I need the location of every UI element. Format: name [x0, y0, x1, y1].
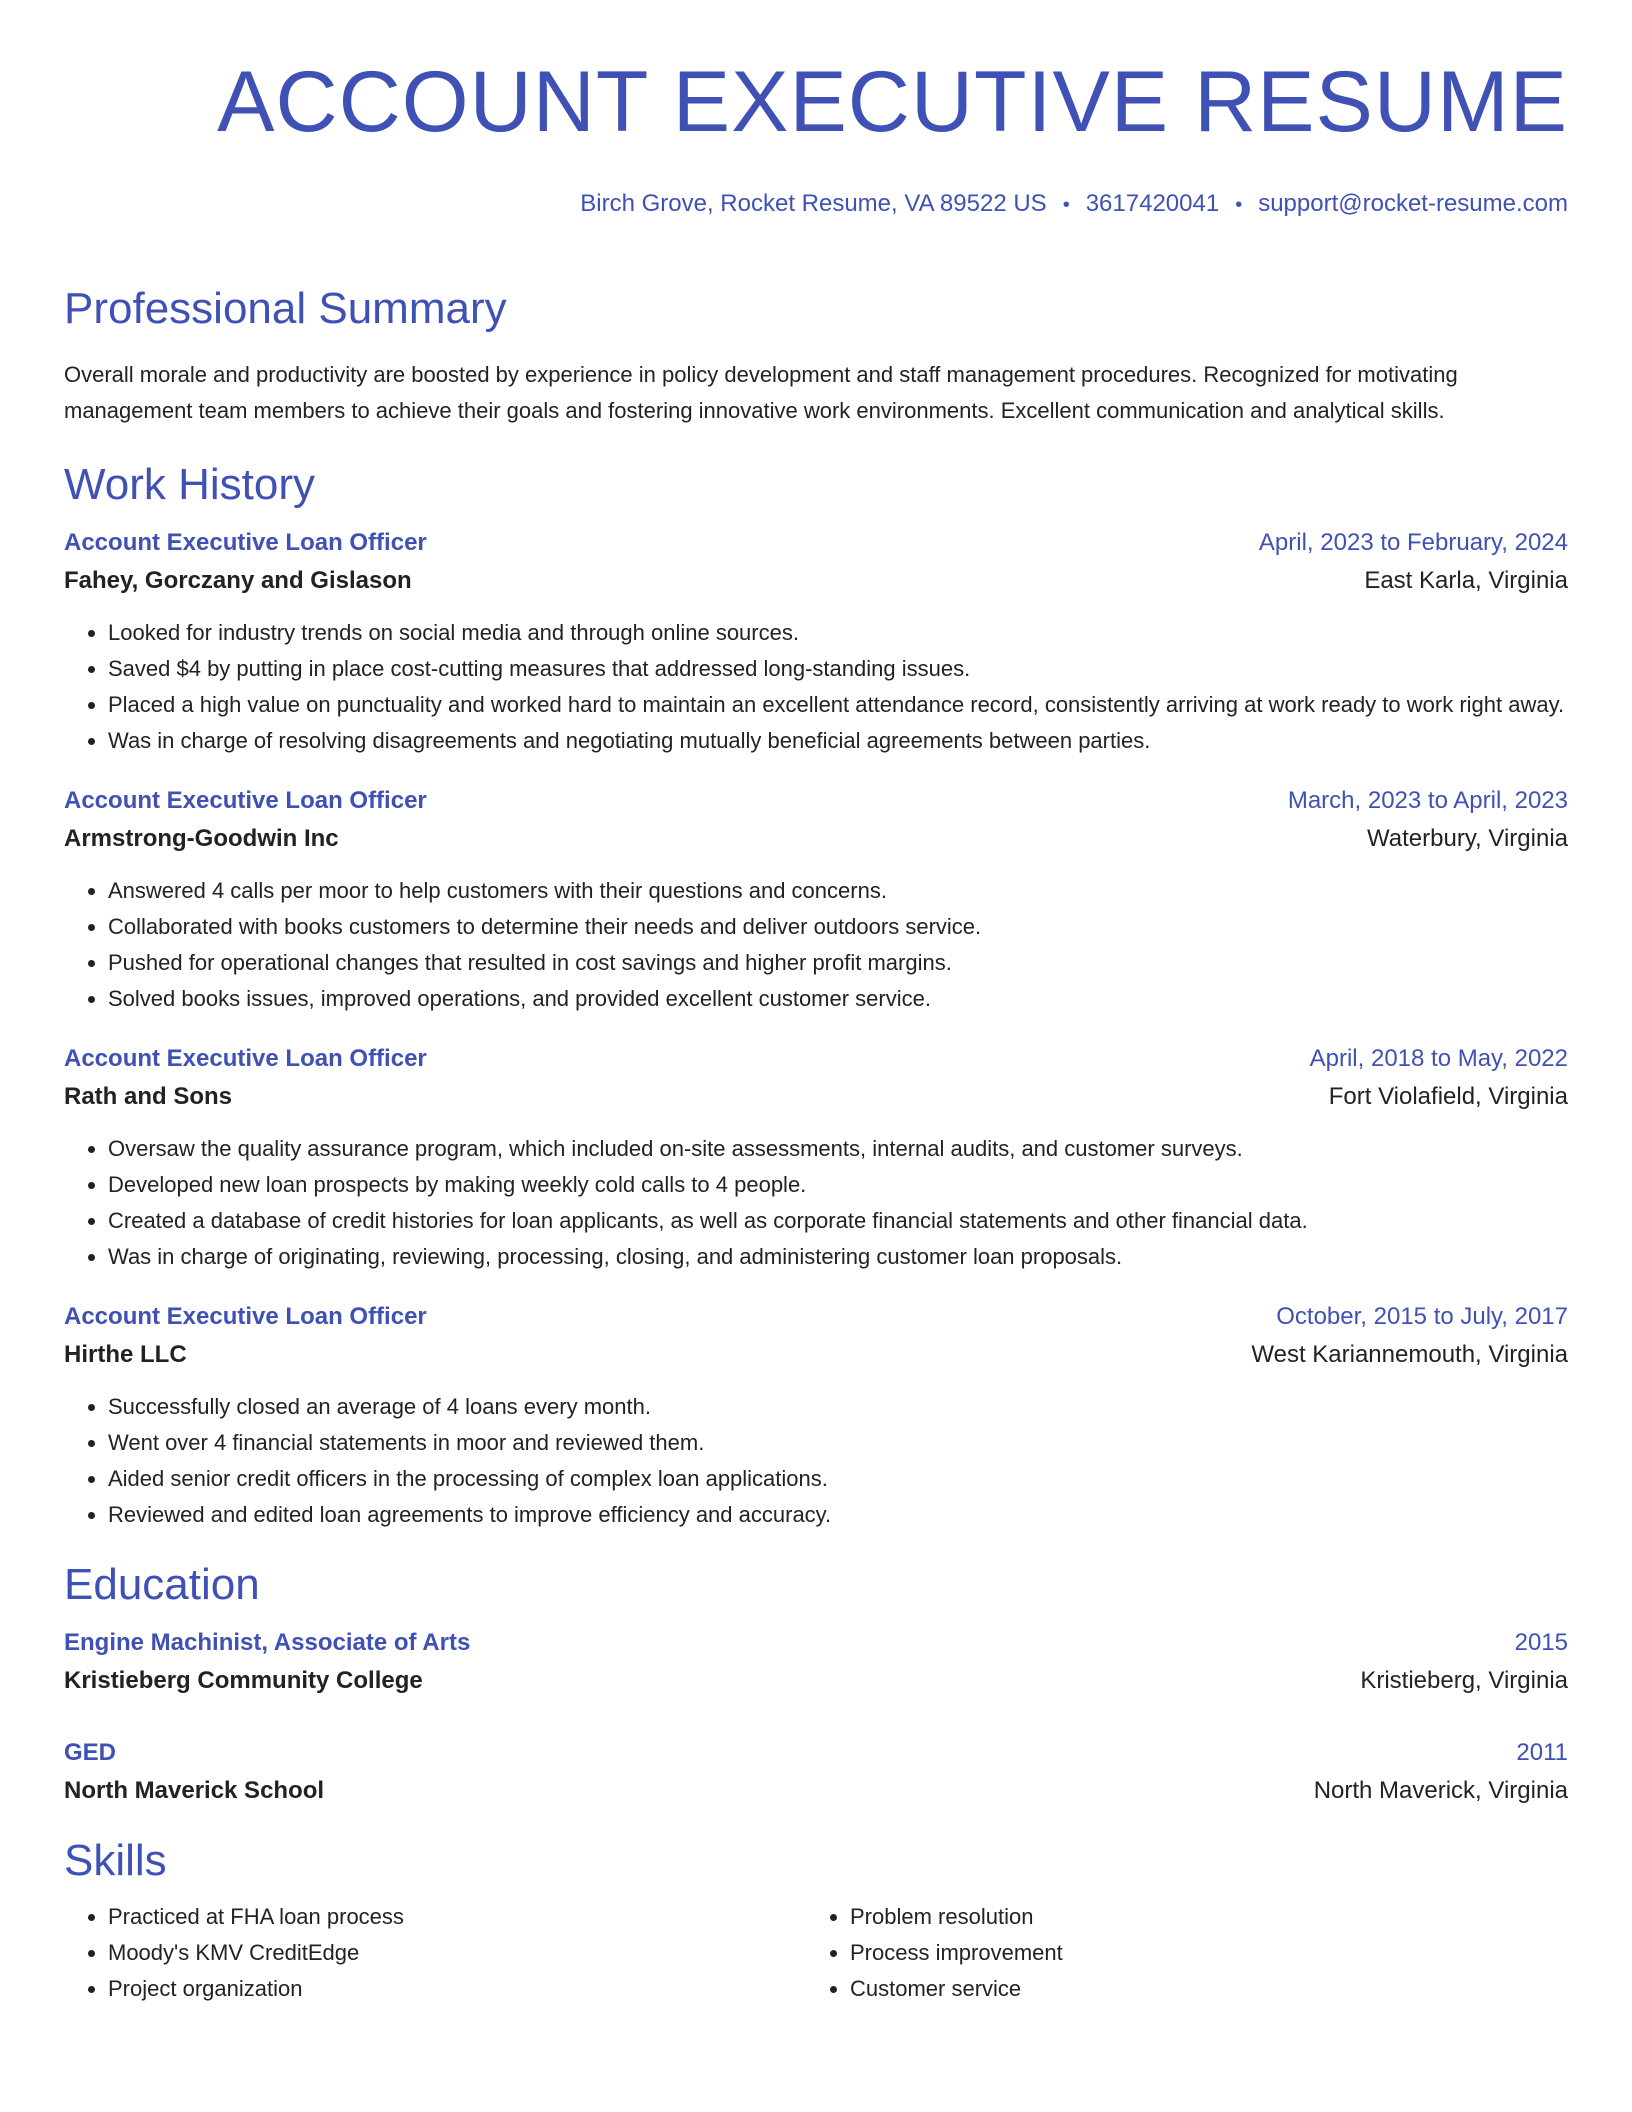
summary-text: Overall morale and productivity are boosted by experience in policy development and staff management procedures. Recognized for motivating management team members to achieve their goals and fostering innovative work environments. Excellent communication and analytical skills.	[64, 362, 1458, 423]
summary-heading: Professional Summary	[64, 284, 507, 333]
job-bullets	[64, 873, 1568, 1017]
contact-phone: 3617420041	[1085, 190, 1220, 217]
education-location: North Maverick, Virginia	[1313, 1777, 1568, 1804]
job-role: Account Executive Loan Officer	[64, 1045, 427, 1072]
skill-item: • Project organization	[108, 1971, 806, 2007]
job-company: Rath and Sons	[64, 1083, 233, 1110]
contact-email: support@rocket-resume.com	[1258, 190, 1568, 217]
skills-list	[64, 1899, 1568, 2007]
job-role: Account Executive Loan Officer	[64, 787, 427, 814]
job-company: Armstrong-Goodwin Inc	[64, 825, 339, 852]
skill-item: • Problem resolution	[850, 1899, 1548, 1935]
job-bullet: • Went over 4 financial statements in moor and reviewed them.	[108, 1425, 1568, 1461]
job-bullet: • Was in charge of resolving disagreements and negotiating mutually beneficial agreements between parties.	[108, 723, 1568, 759]
education-entry	[64, 1625, 1568, 1701]
job-role: Account Executive Loan Officer	[64, 1303, 427, 1330]
skill-item: • Moody's KMV CreditEdge	[108, 1935, 806, 1971]
job-location: East Karla, Virginia	[1364, 567, 1568, 594]
job-bullets	[64, 1131, 1568, 1275]
education-school: North Maverick School	[64, 1777, 325, 1804]
job-entry	[64, 1041, 1568, 1275]
contact-separator: •	[1235, 194, 1243, 216]
job-bullet: • Looked for industry trends on social media and through online sources.	[108, 615, 1568, 651]
resume-page	[64, 0, 1568, 2007]
job-entry	[64, 525, 1568, 759]
job-dates: April, 2018 to May, 2022	[1309, 1045, 1568, 1072]
education-degree: Engine Machinist, Associate of Arts	[64, 1629, 471, 1656]
job-bullets	[64, 615, 1568, 759]
job-bullet: • Oversaw the quality assurance program, which included on-site assessments, internal audits, and customer surveys.	[108, 1131, 1568, 1167]
education-location: Kristieberg, Virginia	[1360, 1667, 1568, 1694]
job-bullet: • Aided senior credit officers in the processing of complex loan applications.	[108, 1461, 1568, 1497]
skills-column-right	[806, 1899, 1548, 2007]
work-history-heading: Work History	[64, 460, 315, 509]
job-location: Fort Violafield, Virginia	[1328, 1083, 1568, 1110]
job-company: Hirthe LLC	[64, 1341, 187, 1368]
job-bullet: • Reviewed and edited loan agreements to improve efficiency and accuracy.	[108, 1497, 1568, 1533]
resume-title: ACCOUNT EXECUTIVE RESUME	[217, 54, 1568, 150]
job-bullet: • Developed new loan prospects by making weekly cold calls to 4 people.	[108, 1167, 1568, 1203]
job-bullet: • Placed a high value on punctuality and worked hard to maintain an excellent attendance record, consistently arriving at work ready to work right away.	[108, 687, 1568, 723]
job-entry	[64, 783, 1568, 1017]
skills-column-left	[64, 1899, 806, 2007]
job-location: Waterbury, Virginia	[1367, 825, 1568, 852]
job-entry	[64, 1299, 1568, 1533]
education-year: 2011	[1516, 1739, 1568, 1766]
resume-header	[64, 0, 1568, 221]
contact-address: Birch Grove, Rocket Resume, VA 89522 US	[580, 190, 1047, 217]
job-bullet: • Pushed for operational changes that resulted in cost savings and higher profit margins.	[108, 945, 1568, 981]
job-bullets	[64, 1389, 1568, 1533]
education-year: 2015	[1514, 1629, 1568, 1656]
skill-item: • Practiced at FHA loan process	[108, 1899, 806, 1935]
job-location: West Kariannemouth, Virginia	[1251, 1341, 1568, 1368]
education-heading: Education	[64, 1560, 260, 1609]
contact-separator: •	[1062, 194, 1070, 216]
skills-heading: Skills	[64, 1836, 167, 1885]
job-bullet: • Answered 4 calls per moor to help customers with their questions and concerns.	[108, 873, 1568, 909]
job-bullet: • Collaborated with books customers to determine their needs and deliver outdoors service.	[108, 909, 1568, 945]
job-dates: April, 2023 to February, 2024	[1258, 529, 1568, 556]
job-bullet: • Successfully closed an average of 4 loans every month.	[108, 1389, 1568, 1425]
job-bullet: • Solved books issues, improved operations, and provided excellent customer service.	[108, 981, 1568, 1017]
job-role: Account Executive Loan Officer	[64, 529, 427, 556]
skill-item: • Customer service	[850, 1971, 1548, 2007]
education-entry	[64, 1735, 1568, 1811]
job-dates: March, 2023 to April, 2023	[1287, 787, 1568, 814]
job-company: Fahey, Gorczany and Gislason	[64, 567, 412, 594]
education-degree: GED	[64, 1739, 117, 1766]
job-bullet: • Saved $4 by putting in place cost-cutting measures that addressed long-standing issues.	[108, 651, 1568, 687]
job-bullet: • Created a database of credit histories for loan applicants, as well as corporate financial statements and other financial data.	[108, 1203, 1568, 1239]
job-dates: October, 2015 to July, 2017	[1276, 1303, 1568, 1330]
education-school: Kristieberg Community College	[64, 1667, 423, 1694]
contact-line	[64, 188, 1568, 221]
skill-item: • Process improvement	[850, 1935, 1548, 1971]
job-bullet: • Was in charge of originating, reviewing, processing, closing, and administering customer loan proposals.	[108, 1239, 1568, 1275]
